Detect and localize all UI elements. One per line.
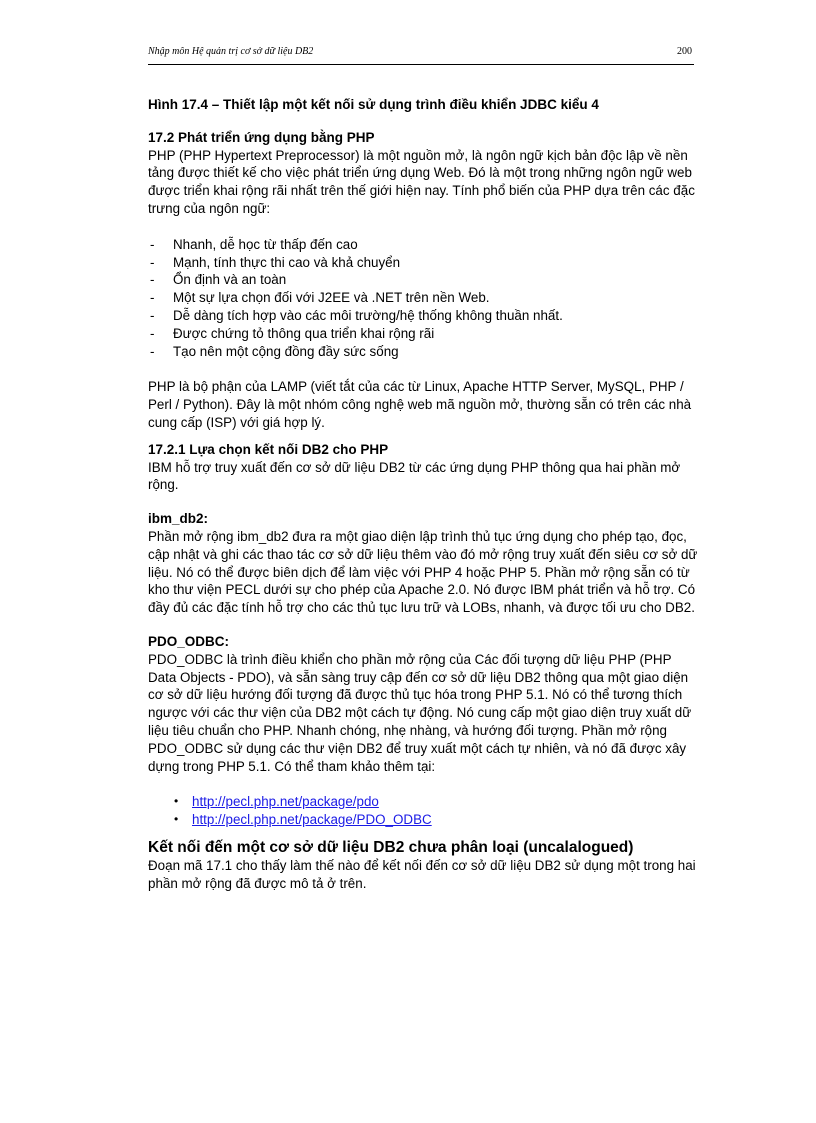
lamp-paragraph: PHP là bộ phận của LAMP (viết tắt của các từ Linux, Apache HTTP Server, MySQL, PHP / Perl / Python). Đây là một nhóm công nghệ web mã nguồn mở, thường sẵn có trên các nhà cung cấp (ISP) với giá hợp lý. bbox=[148, 379, 692, 430]
uncatalogued-paragraph: Đoạn mã 17.1 cho thấy làm thế nào để kết nối đến cơ sở dữ liệu DB2 sử dụng một trong hai phần mở rộng đã được mô tả ở trên. bbox=[148, 857, 696, 891]
section-heading-17-2: 17.2 Phát triển ứng dụng bằng PHP bbox=[148, 129, 375, 145]
page-content bbox=[148, 96, 698, 892]
dash-marker: - bbox=[150, 254, 155, 270]
list-item bbox=[148, 343, 698, 361]
pdo-odbc-paragraph: PDO_ODBC là trình điều khiển cho phần mở rộng của Các đối tượng dữ liệu PHP (PHP Data Objects - PDO), và sẵn sàng truy cập đến cơ sở dữ liệu DB2 thông qua một giao diện cơ sở dữ liệu hướng đối tượng đã được thủ tục hóa trong PHP 5.1. Nó có thể tương thích ngược với các thư viện của DB2 một cách tự động. Nó cung cấp một giao diện truy xuất dữ liệu tiêu chuẩn cho PHP. Nhanh chóng, nhẹ nhàng, và hướng đối tượng. Phần mở rộng PDO_ODBC sử dụng các thư viện DB2 để truy xuất một cách tự nhiên, và nó đã được xây dựng trong PHP 5.1. Có thể tham khảo thêm tại: bbox=[148, 651, 692, 774]
pdo-link[interactable]: http://pecl.php.net/package/pdo bbox=[192, 794, 379, 810]
dash-marker: - bbox=[150, 236, 155, 252]
db2-connection-intro: IBM hỗ trợ truy xuất đến cơ sở dữ liệu DB2 từ các ứng dụng PHP thông qua hai phần mở rộng. bbox=[148, 459, 681, 493]
header-title: Nhập môn Hệ quản trị cơ sở dữ liệu DB2 bbox=[148, 46, 314, 57]
uncatalogued-heading: Kết nối đến một cơ sở dữ liệu DB2 chưa phân loại (uncalalogued) bbox=[148, 838, 634, 856]
dash-marker: - bbox=[150, 272, 155, 288]
list-item-text: Một sự lựa chọn đối với J2EE và .NET trên nền Web. bbox=[173, 290, 490, 306]
list-item-text: Tạo nên một cộng đồng đầy sức sống bbox=[173, 343, 399, 359]
page-number: 200 bbox=[677, 46, 692, 57]
list-item bbox=[148, 307, 698, 325]
list-item bbox=[148, 289, 698, 307]
ibm-db2-paragraph: Phần mở rộng ibm_db2 đưa ra một giao diện lập trình thủ tục ứng dụng cho phép tạo, đọc, cập nhật và ghi các thao tác cơ sở dữ liệu thêm vào đó mở rộng truy xuất đến siêu cơ sở dữ liệu. Nó có thể được biên dịch để làm việc với PHP 4 hoặc PHP 5. Phần mở rộng sẵn có từ kho thư viện PECL dưới sự cho phép của Apache 2.0. Nó được IBM phát triển và hỗ trợ. Có đầy đủ các đặc tính hỗ trợ cho các thủ tục lưu trữ và LOBs, nhanh, và được tối ưu cho DB2. bbox=[148, 528, 698, 616]
dash-marker: - bbox=[150, 325, 155, 341]
pdo-odbc-link[interactable]: http://pecl.php.net/package/PDO_ODBC bbox=[192, 812, 432, 828]
page-header bbox=[148, 44, 694, 65]
ibm-db2-term: ibm_db2: bbox=[148, 511, 209, 527]
list-item bbox=[148, 271, 698, 289]
list-item bbox=[148, 254, 698, 272]
php-features-list bbox=[148, 236, 698, 361]
list-item-text: Mạnh, tính thực thi cao và khả chuyển bbox=[173, 254, 401, 270]
reference-links-list bbox=[148, 793, 698, 829]
figure-caption: Hình 17.4 – Thiết lập một kết nối sử dụng trình điều khiển JDBC kiểu 4 bbox=[148, 97, 599, 112]
list-item-text: Được chứng tỏ thông qua triển khai rộng rãi bbox=[173, 325, 435, 341]
dash-marker: - bbox=[150, 343, 155, 359]
dash-marker: - bbox=[150, 290, 155, 306]
list-item bbox=[148, 236, 698, 254]
section-heading-17-2-1: 17.2.1 Lựa chọn kết nối DB2 cho PHP bbox=[148, 441, 389, 457]
list-item bbox=[148, 793, 698, 811]
bullet-icon: • bbox=[174, 794, 179, 809]
list-item-text: Dễ dàng tích hợp vào các môi trường/hệ thống không thuần nhất. bbox=[173, 307, 563, 323]
bullet-icon: • bbox=[174, 812, 179, 827]
list-item-text: Ổn định và an toàn bbox=[173, 272, 287, 288]
list-item-text: Nhanh, dễ học từ thấp đến cao bbox=[173, 236, 358, 252]
dash-marker: - bbox=[150, 307, 155, 323]
list-item bbox=[148, 811, 698, 829]
list-item bbox=[148, 325, 698, 343]
pdo-odbc-term: PDO_ODBC: bbox=[148, 633, 230, 649]
php-intro-paragraph: PHP (PHP Hypertext Preprocessor) là một nguồn mở, là ngôn ngữ kịch bản độc lập về nền tảng được thiết kế cho việc phát triển ứng dụng Web. Đó là một trong những ngôn ngữ web được triển khai rộng rãi nhất trên thế giới hiện nay. Tính phổ biến của PHP dựa trên các đặc trưng của ngôn ngữ: bbox=[148, 147, 695, 216]
